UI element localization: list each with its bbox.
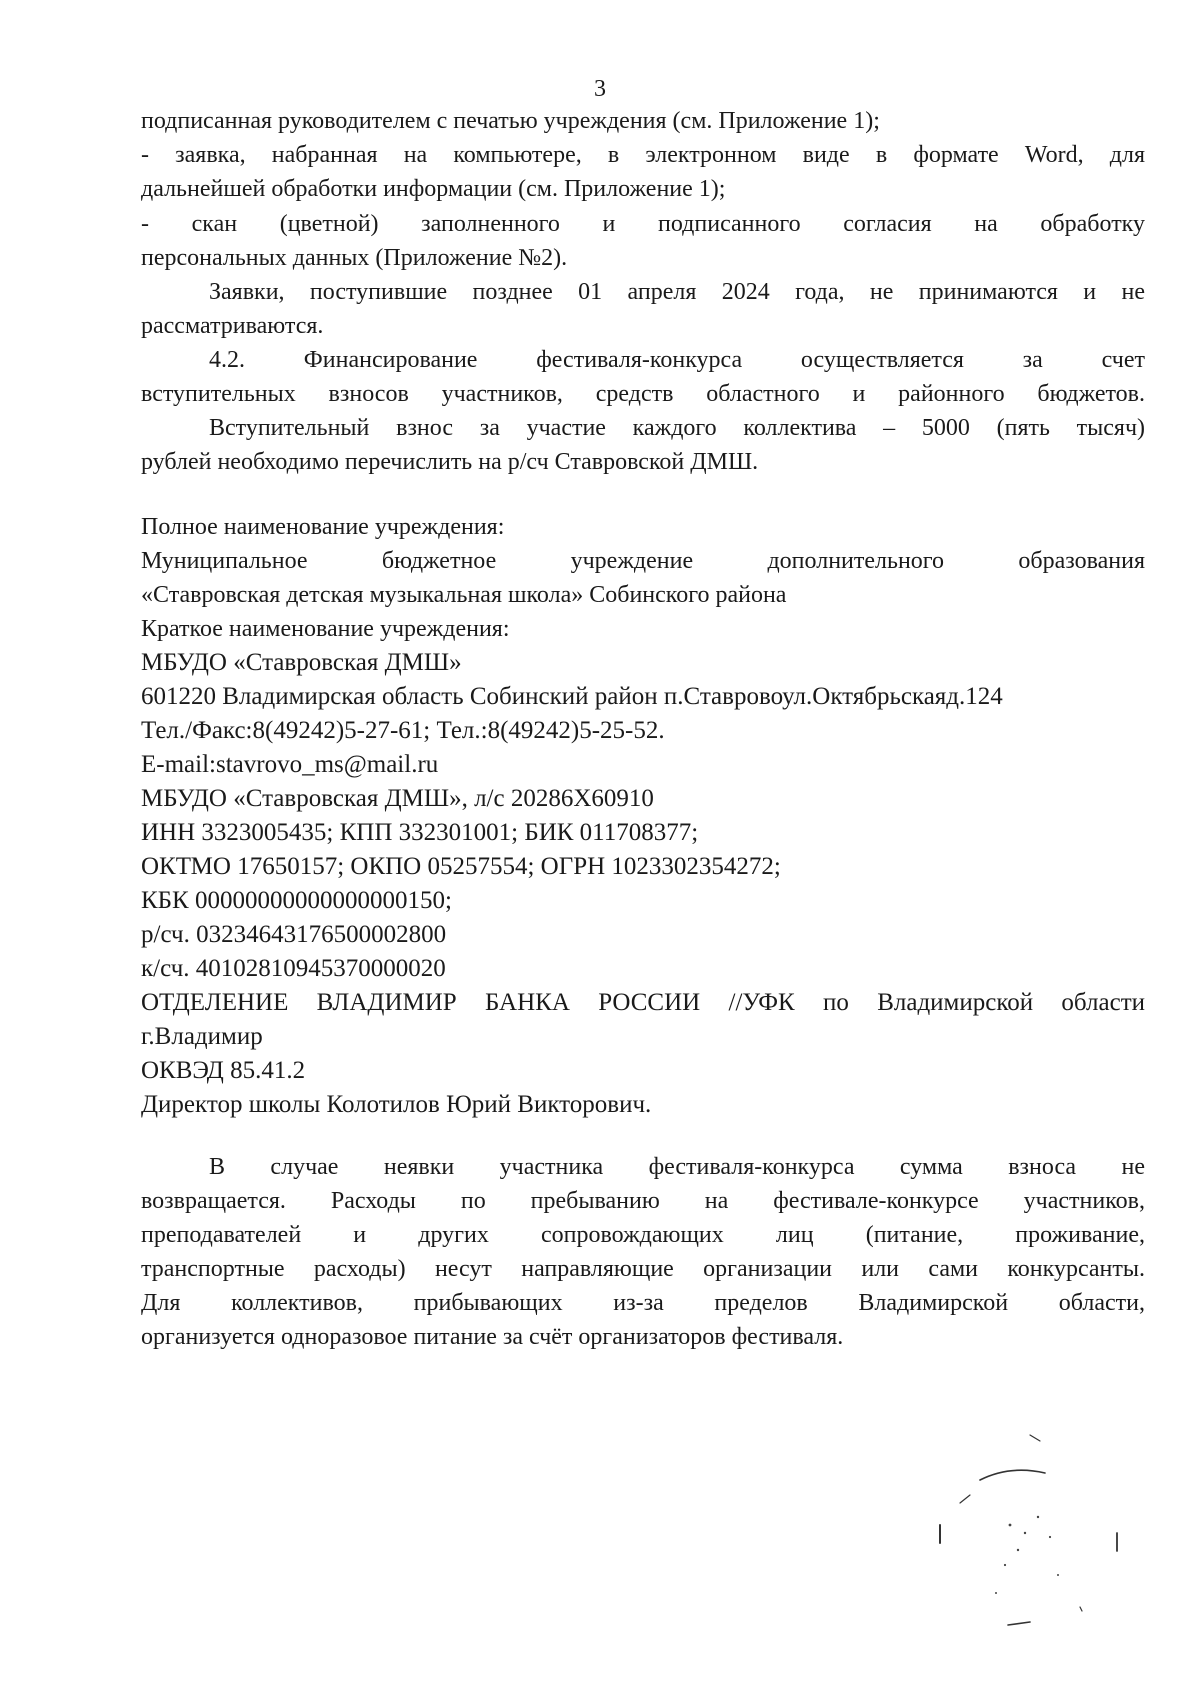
text-line: персональных данных (Приложение №2). — [141, 245, 568, 271]
requisite-line: КБК 00000000000000000150; — [141, 887, 452, 914]
text-line: - заявка, набранная на компьютере, в электронном виде в формате Word, для — [141, 142, 1145, 168]
requisite-line: г.Владимир — [141, 1023, 263, 1050]
text-line: подписанная руководителем с печатью учреждения (см. Приложение 1); — [141, 108, 880, 134]
text-line: возвращается. Расходы по пребыванию на фестивале-конкурсе участников, — [141, 1188, 1145, 1214]
requisite-line: Директор школы Колотилов Юрий Викторович. — [141, 1091, 652, 1118]
text-line: Вступительный взнос за участие каждого коллектива – 5000 (пять тысяч) — [209, 415, 1145, 441]
requisite-line: Муниципальное бюджетное учреждение дополнительного образования — [141, 548, 1145, 574]
stamp-mark — [930, 1425, 1150, 1655]
requisite-line: ОКТМО 17650157; ОКПО 05257554; ОГРН 1023302354272; — [141, 853, 781, 880]
requisite-line: к/сч. 40102810945370000020 — [141, 955, 446, 982]
text-line: - скан (цветной) заполненного и подписанного согласия на обработку — [141, 211, 1145, 237]
requisite-line: 601220 Владимирская область Собинский район п.Ставровоул.Октябрьскаяд.124 — [141, 683, 1003, 710]
requisite-line: ОКВЭД 85.41.2 — [141, 1057, 306, 1084]
requisite-line: Полное наименование учреждения: — [141, 514, 505, 540]
requisite-line: р/сч. 03234643176500002800 — [141, 921, 447, 948]
requisite-line: E-mail:stavrovo_ms@mail.ru — [141, 751, 439, 778]
requisite-line: ОТДЕЛЕНИЕ ВЛАДИМИР БАНКА РОССИИ //УФК по Владимирской области — [141, 989, 1145, 1016]
requisite-line: Тел./Факс:8(49242)5-27-61; Тел.:8(49242)5-25-52. — [141, 717, 665, 744]
requisite-line: «Ставровская детская музыкальная школа» Собинского района — [141, 582, 787, 608]
text-line: рассматриваются. — [141, 313, 324, 339]
requisite-line: МБУДО «Ставровская ДМШ», л/с 20286X60910 — [141, 785, 654, 812]
requisite-line: МБУДО «Ставровская ДМШ» — [141, 649, 462, 676]
text-line: 4.2. Финансирование фестиваля-конкурса осуществляется за счет — [209, 347, 1145, 373]
requisite-line: Краткое наименование учреждения: — [141, 616, 510, 642]
text-line: Заявки, поступившие позднее 01 апреля 2024 года, не принимаются и не — [209, 279, 1145, 305]
text-line: В случае неявки участника фестиваля-конкурса сумма взноса не — [209, 1154, 1145, 1180]
text-line: преподавателей и других сопровождающих лиц (питание, проживание, — [141, 1222, 1145, 1248]
text-line: рублей необходимо перечислить на р/сч Ставровской ДМШ. — [141, 449, 759, 475]
text-line: Для коллективов, прибывающих из-за пределов Владимирской области, — [141, 1290, 1145, 1316]
text-line: вступительных взносов участников, средств областного и районного бюджетов. — [141, 381, 1145, 407]
requisite-line: ИНН 3323005435; КПП 332301001; БИК 011708377; — [141, 819, 699, 846]
text-line: дальнейшей обработки информации (см. Приложение 1); — [141, 176, 726, 202]
text-line: организуется одноразовое питание за счёт организаторов фестиваля. — [141, 1324, 844, 1350]
text-line: транспортные расходы) несут направляющие организации или сами конкурсанты. — [141, 1256, 1145, 1282]
page-number: 3 — [594, 76, 606, 102]
